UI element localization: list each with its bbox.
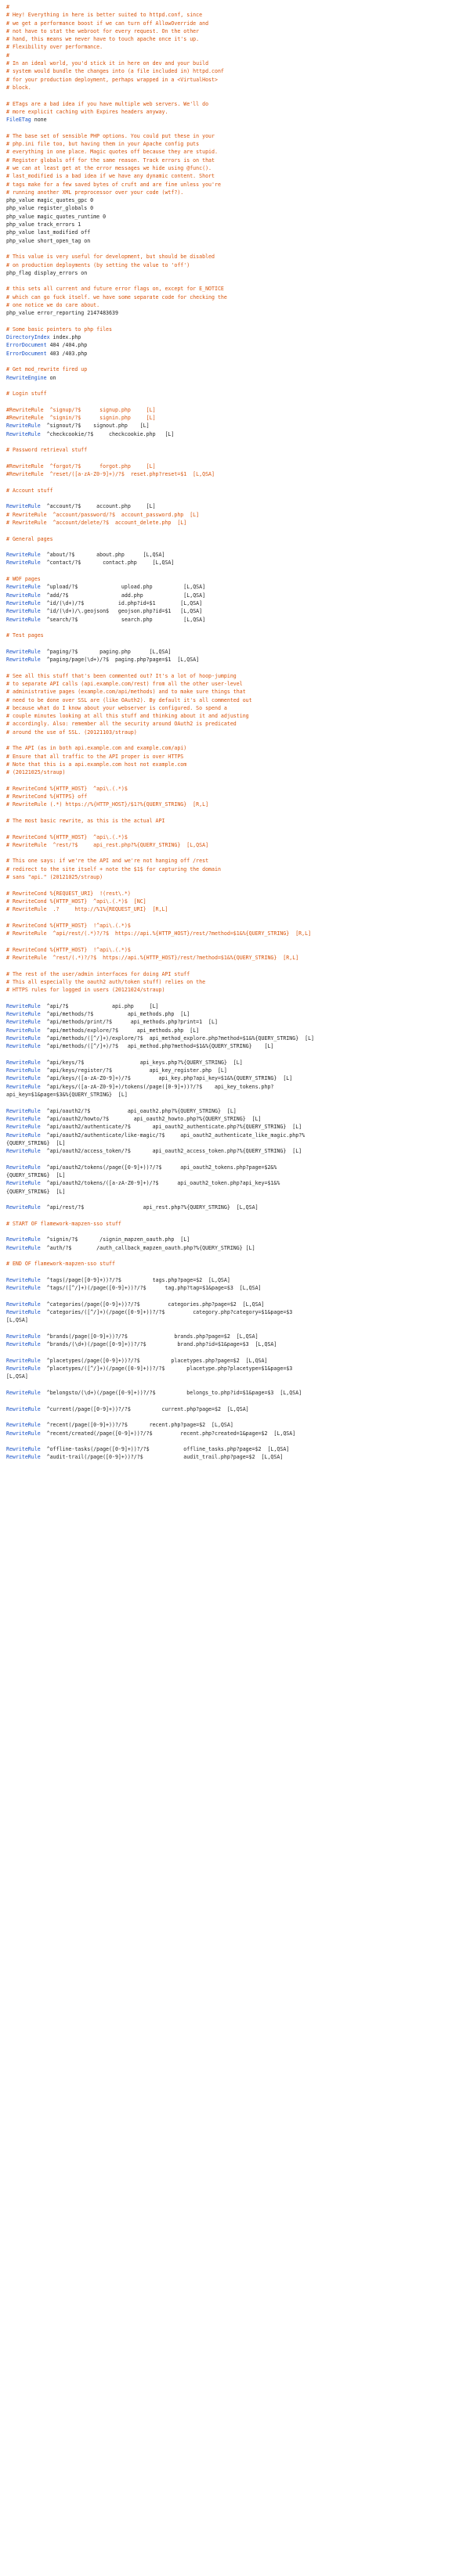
blank-line bbox=[6, 527, 464, 534]
directive-keyword: DirectoryIndex bbox=[6, 334, 50, 341]
blank-line bbox=[6, 567, 464, 575]
directive-keyword: RewriteRule bbox=[6, 503, 41, 510]
comment-line: # one notice we do care about. bbox=[6, 301, 100, 308]
directive-args: ^api/oauth2/?$ api_oauth2.php?%{QUERY_STRING} [L] bbox=[40, 1107, 237, 1114]
directive-keyword: RewriteRule bbox=[6, 1180, 41, 1187]
blank-line bbox=[6, 1099, 464, 1106]
directive-args: ^api/oauth2/access_token/?$ api_oauth2_access_token.php?%{QUERY_STRING} [L] bbox=[40, 1148, 302, 1155]
blank-line bbox=[6, 639, 464, 647]
comment-line: # The rest of the user/admin interfaces for doing API stuff bbox=[6, 970, 190, 977]
comment-line: # Ensure that all traffic to the API proper is over HTTPS bbox=[6, 753, 184, 760]
config-line: php_value track_errors 1 bbox=[6, 221, 81, 228]
directive-keyword: RewriteRule bbox=[6, 430, 41, 437]
directive-line bbox=[6, 1236, 464, 1243]
directive-keyword: RewriteRule bbox=[6, 1285, 41, 1292]
directive-line bbox=[6, 1027, 464, 1034]
wrapped-continuation: {QUERY_STRING} [L] bbox=[6, 1139, 66, 1146]
directive-keyword: RewriteRule bbox=[6, 1083, 41, 1090]
directive-line bbox=[6, 502, 464, 510]
blank-line bbox=[6, 438, 464, 446]
directive-args: ^api/methods/explore/?$ api_methods.php [L] bbox=[40, 1027, 200, 1034]
directive-keyword: RewriteRule bbox=[6, 1301, 41, 1308]
directive-args: ^api/oauth2/howto/?$ api_oauth2_howto.php?%{QUERY_STRING} [L] bbox=[40, 1115, 262, 1122]
directive-line bbox=[6, 1301, 464, 1308]
directive-args: ^api/methods/([^/]+)/explore/?$ api_method_explore.php?method=$1&%{QUERY_STRING} [L] bbox=[40, 1035, 315, 1042]
directive-keyword: RewriteRule bbox=[6, 1131, 41, 1139]
directive-args: ^signin/?$ /signin_mapzen_oauth.php [L] bbox=[40, 1236, 190, 1243]
comment-line: # Register globals off for the same reason. Track errors is on that bbox=[6, 157, 215, 164]
directive-args: ^belongsto/(\d+)(/page([0-9]+))?/?$ belongs_to.php?id=$1&page=$3 [L,QSA] bbox=[40, 1390, 302, 1397]
directive-line bbox=[6, 1365, 464, 1373]
directive-keyword: RewriteRule bbox=[6, 1422, 41, 1429]
comment-line: # HTTPS rules for logged in users (20121024/straup) bbox=[6, 987, 165, 994]
directive-keyword: RewriteRule bbox=[6, 1341, 41, 1348]
directive-args: ^tags(/page([0-9]+))?/?$ tags.php?page=$2 [L,QSA] bbox=[40, 1276, 230, 1283]
blank-line bbox=[6, 849, 464, 857]
directive-args: ^offline-tasks(/page([0-9]+))?/?$ offline_tasks.php?page=$2 [L,QSA] bbox=[40, 1446, 290, 1453]
comment-line: # more explicit caching with Expires headers anyway. bbox=[6, 108, 168, 115]
comment-line: # WOF pages bbox=[6, 576, 41, 583]
directive-keyword: RewriteRule bbox=[6, 1027, 41, 1034]
directive-keyword: RewriteEngine bbox=[6, 374, 47, 381]
directive-keyword: RewriteRule bbox=[6, 1043, 41, 1050]
directive-line bbox=[6, 1405, 464, 1413]
directive-keyword: RewriteRule bbox=[6, 1019, 41, 1026]
directive-args: ^categories/([^/]+)(/page([0-9]+))?/?$ category.php?category=$1&page=$3 bbox=[40, 1309, 293, 1316]
blank-line bbox=[6, 995, 464, 1002]
directive-args: ^api/methods/([^/]+)/?$ api_method.php?method=$1&%{QUERY_STRING} [L] bbox=[40, 1043, 274, 1050]
directive-keyword: RewriteRule bbox=[6, 599, 41, 606]
comment-line: # RewriteCond %{HTTP_HOST} ^api\.(.*)$ bbox=[6, 833, 128, 840]
directive-line bbox=[6, 592, 464, 599]
directive-keyword: RewriteRule bbox=[6, 648, 41, 655]
comment-line: # RewriteRule .? http://%1%{REQUEST_URI} [R,L] bbox=[6, 906, 168, 913]
directive-args: ^account/?$ account.php [L] bbox=[40, 503, 156, 510]
directive-line bbox=[6, 1107, 464, 1115]
comment-line: # Login stuff bbox=[6, 390, 47, 398]
directive-args: ^api/keys/([a-zA-Z0-9]+)/?$ api_key.php?api_key=$1&%{QUERY_STRING} [L] bbox=[40, 1075, 293, 1082]
directive-keyword: RewriteRule bbox=[6, 552, 41, 559]
directive-line bbox=[6, 1340, 464, 1348]
directive-args: ^placetypes/([^/]+)(/page([0-9]+))?/?$ placetype.php?placetype=$1&page=$3 bbox=[40, 1365, 293, 1373]
directive-keyword: RewriteRule bbox=[6, 592, 41, 599]
directive-line bbox=[6, 1010, 464, 1018]
directive-keyword: RewriteRule bbox=[6, 1333, 41, 1340]
directive-line bbox=[6, 1131, 464, 1139]
directive-args: ^add/?$ add.php [L,QSA] bbox=[40, 592, 206, 599]
directive-line bbox=[6, 1002, 464, 1010]
blank-line bbox=[6, 962, 464, 970]
directive-line bbox=[6, 1042, 464, 1050]
directive-line bbox=[6, 350, 464, 358]
config-line: php_flag display_errors on bbox=[6, 269, 88, 276]
directive-line bbox=[6, 1123, 464, 1131]
directive-keyword: RewriteRule bbox=[6, 1164, 41, 1171]
comment-line: # Flexibility over performance. bbox=[6, 44, 103, 51]
directive-args: ^api/oauth2/authenticate/like-magic/?$ api_oauth2_authenticate_like_magic.php?% bbox=[40, 1131, 306, 1139]
directive-args: ^api/?$ api.php [L] bbox=[40, 1002, 159, 1009]
comment-line: # to separate API calls (api.example.com/rest) from all the other user-level bbox=[6, 680, 243, 687]
wrapped-continuation: api_key=$1&page=$3&%{QUERY_STRING} [L] bbox=[6, 1092, 128, 1099]
blank-line bbox=[6, 624, 464, 631]
directive-line bbox=[6, 583, 464, 591]
directive-keyword: RewriteRule bbox=[6, 1035, 41, 1042]
directive-line bbox=[6, 1453, 464, 1461]
comment-line: # RewriteCond %{HTTPS} off bbox=[6, 793, 88, 801]
comment-line: # which can go fuck itself. we have some separate code for checking the bbox=[6, 293, 227, 300]
directive-line bbox=[6, 341, 464, 349]
blank-line bbox=[6, 664, 464, 671]
blank-line bbox=[6, 1051, 464, 1059]
config-line: php_value last_modified off bbox=[6, 229, 91, 236]
directive-args: ^current(/page([0-9]+))?/?$ current.php?page=$2 [L,QSA] bbox=[40, 1405, 249, 1412]
comment-line: # This value is very useful for development, but should be disabled bbox=[6, 254, 215, 261]
directive-keyword: RewriteRule bbox=[6, 1011, 41, 1018]
comment-line: # RewriteRule ^api/rest/(.*)?/?$ https://api.%{HTTP_HOST}/rest/?method=$1&%{QUERY_STRING} [R,L] bbox=[6, 930, 312, 937]
directive-args: ^api/oauth2/tokens(/page([0-9]+))?/?$ api_oauth2_tokens.php?page=$2&% bbox=[40, 1164, 277, 1171]
directive-args: ^id/(\d+)/?$ id.php?id=$1 [L,QSA] bbox=[40, 599, 203, 606]
directive-line bbox=[6, 1445, 464, 1453]
comment-line: # tags make for a few saved bytes of cruft and are fine unless you're bbox=[6, 181, 221, 188]
directive-keyword: RewriteRule bbox=[6, 1204, 41, 1211]
directive-keyword: RewriteRule bbox=[6, 1148, 41, 1155]
directive-args: ^about/?$ about.php [L,QSA] bbox=[40, 552, 165, 559]
comment-line: # This all especially the oauth2 auth/token stuff) relies on the bbox=[6, 978, 206, 985]
directive-args: ^api/methods/print/?$ api_methods.php?print=1 [L] bbox=[40, 1019, 218, 1026]
config-line: php_value short_open_tag on bbox=[6, 237, 91, 244]
comment-line: # we can at least get at the error messages we hide using @func(). bbox=[6, 164, 212, 171]
directive-args: on bbox=[46, 374, 56, 381]
directive-line bbox=[6, 1308, 464, 1316]
directive-keyword: RewriteRule bbox=[6, 1365, 41, 1373]
comment-line: # Password retrieval stuff bbox=[6, 447, 88, 454]
blank-line bbox=[6, 455, 464, 462]
comment-line: # couple minutes looking at all this stuff and thinking about it and adjusting bbox=[6, 713, 249, 720]
directive-keyword: RewriteRule bbox=[6, 1075, 41, 1082]
comment-line: # we get a performance boost if we can turn off AllowOverride and bbox=[6, 20, 209, 27]
directive-line bbox=[6, 430, 464, 438]
directive-line bbox=[6, 1164, 464, 1171]
comment-line: # Get mod_rewrite fired up bbox=[6, 366, 88, 373]
directive-line bbox=[6, 1430, 464, 1437]
directive-args: ^search/?$ search.php [L,QSA] bbox=[40, 616, 206, 623]
directive-keyword: RewriteRule bbox=[6, 1357, 41, 1364]
directive-keyword: RewriteRule bbox=[6, 1244, 41, 1251]
blank-line bbox=[6, 1437, 464, 1445]
directive-keyword: RewriteRule bbox=[6, 1236, 41, 1243]
blank-line bbox=[6, 777, 464, 785]
wrapped-continuation: [L,QSA] bbox=[6, 1373, 28, 1380]
directive-args: ^brands/(\d+)(/page([0-9]+))?/?$ brand.php?id=$1&page=$3 [L,QSA] bbox=[40, 1341, 277, 1348]
comment-line: # not have to stat the webroot for every request. On the other bbox=[6, 27, 200, 34]
blank-line bbox=[6, 124, 464, 131]
comment-line: # The base set of sensible PHP options. You could put these in your bbox=[6, 132, 215, 139]
comment-line: # RewriteRule ^account/password/?$ account_password.php [L] bbox=[6, 511, 200, 518]
directive-args: index.php bbox=[49, 334, 81, 341]
directive-args: ^auth/?$ /auth_callback_mapzen_oauth.php?%{QUERY_STRING} [L] bbox=[40, 1244, 255, 1251]
directive-keyword: RewriteRule bbox=[6, 1430, 41, 1437]
comment-line: # running another XML preprocessor over your code (wtf?). bbox=[6, 189, 184, 196]
directive-args: ^id/(\d+)/\.geojson$ geojson.php?id=$1 [L,QSA] bbox=[40, 608, 203, 615]
blank-line bbox=[6, 92, 464, 99]
comment-line: # START OF flamework-mapzen-sso stuff bbox=[6, 1220, 121, 1227]
comment-line: # accordingly. Also: remember all the security around OAuth2 is predicated bbox=[6, 721, 237, 728]
directive-keyword: RewriteRule bbox=[6, 1405, 41, 1412]
comment-line: # Test pages bbox=[6, 632, 44, 639]
directive-args: ^checkcookie/?$ checkcookie.php [L] bbox=[40, 430, 175, 437]
directive-args: ^contact/?$ contact.php [L,QSA] bbox=[40, 559, 175, 567]
comment-line: # bbox=[6, 52, 9, 59]
comment-line: # administrative pages (example.com/api/methods) and to make sure things that bbox=[6, 689, 246, 696]
blank-line bbox=[6, 318, 464, 326]
directive-args: ^paging/?$ paging.php [L,QSA] bbox=[40, 648, 172, 655]
comment-line: # hand, this means we never have to touch apache once it's up. bbox=[6, 36, 200, 43]
comment-line: # RewriteRule (.*) https://%{HTTP_HOST}/$1?%{QUERY_STRING} [R,L] bbox=[6, 801, 209, 808]
directive-args: ^api/rest/?$ api_rest.php?%{QUERY_STRING} [L,QSA] bbox=[40, 1204, 258, 1211]
blank-line bbox=[6, 245, 464, 253]
directive-args: ^api/methods/?$ api_methods.php [L] bbox=[40, 1011, 190, 1018]
directive-args: ^signout/?$ signout.php [L] bbox=[40, 423, 150, 430]
directive-keyword: RewriteRule bbox=[6, 559, 41, 567]
directive-keyword: RewriteRule bbox=[6, 1115, 41, 1122]
blank-line bbox=[6, 1155, 464, 1163]
directive-args: ^categories(/page([0-9]+))?/?$ categories.php?page=$2 [L,QSA] bbox=[40, 1301, 265, 1308]
config-line: php_value error_reporting 2147483639 bbox=[6, 310, 118, 317]
comment-line: # because what do I know about your webserver is configured. So spend a bbox=[6, 704, 227, 711]
directive-keyword: RewriteRule bbox=[6, 423, 41, 430]
blank-line bbox=[6, 1196, 464, 1203]
comment-line: # See all this stuff that's been commented out? It's a lot of hoop-jumping bbox=[6, 672, 237, 679]
blank-line bbox=[6, 1293, 464, 1301]
directive-line bbox=[6, 333, 464, 341]
comment-line: # php.ini file too, but having them in your Apache config puts bbox=[6, 141, 200, 148]
comment-line: # Account stuff bbox=[6, 487, 53, 494]
directive-line bbox=[6, 1284, 464, 1292]
directive-line bbox=[6, 1203, 464, 1211]
directive-keyword: RewriteRule bbox=[6, 1107, 41, 1114]
directive-keyword: FileETag bbox=[6, 117, 31, 124]
comment-line: #RewriteRule ^forgot/?$ forgot.php [L] bbox=[6, 462, 156, 470]
directive-keyword: RewriteRule bbox=[6, 608, 41, 615]
config-line: php_value magic_quotes_runtime 0 bbox=[6, 213, 107, 220]
directive-keyword: RewriteRule bbox=[6, 1446, 41, 1453]
directive-keyword: RewriteRule bbox=[6, 1309, 41, 1316]
comment-line: # around the use of SSL. (20121103/straup) bbox=[6, 729, 137, 736]
comment-line: # RewriteRule ^account/delete/?$ account_delete.php [L] bbox=[6, 520, 187, 526]
directive-line bbox=[6, 1018, 464, 1026]
blank-line bbox=[6, 382, 464, 390]
comment-line: # this sets all current and future error flags on, except for E_NOTICE bbox=[6, 286, 224, 293]
directive-line bbox=[6, 616, 464, 624]
directive-line bbox=[6, 656, 464, 664]
comment-line: # sans "api." (20121025/straup) bbox=[6, 874, 103, 881]
comment-line: # RewriteRule ^rest/(.*)?/?$ https://api.%{HTTP_HOST}/rest/?method=$1&%{QUERY_STRING} [R,L] bbox=[6, 955, 299, 962]
comment-line: # system would bundle the changes into (a file included in) httpd.conf bbox=[6, 68, 224, 75]
directive-line bbox=[6, 116, 464, 124]
directive-line bbox=[6, 1083, 464, 1091]
comment-line: # In an ideal world, you'd stick it in here on dev and your build bbox=[6, 60, 209, 67]
comment-line: # The API (as in both api.example.com and example.com/api) bbox=[6, 745, 187, 752]
directive-args: ^api/keys/([a-zA-Z0-9]+)/tokens(/page([0-9]+))?/?$ api_key_tokens.php? bbox=[40, 1083, 274, 1090]
comment-line: # RewriteCond %{HTTP_HOST} !^api\.(.*)$ bbox=[6, 922, 131, 929]
directive-line bbox=[6, 1034, 464, 1042]
comment-line: # on production deployments (by setting the value to 'off') bbox=[6, 261, 190, 268]
directive-args: ^tags/([^/]+)(/page([0-9]+))?/?$ tag.php?tag=$1&page=$3 [L,QSA] bbox=[40, 1285, 262, 1292]
directive-args: ^api/keys/?$ api_keys.php?%{QUERY_STRING} [L] bbox=[40, 1059, 243, 1066]
comment-line: #RewriteRule ^signin/?$ signin.php [L] bbox=[6, 415, 156, 422]
directive-keyword: RewriteRule bbox=[6, 616, 41, 623]
directive-args: ^audit-trail(/page([0-9]+))?/?$ audit_trail.php?page=$2 [L,QSA] bbox=[40, 1454, 284, 1461]
directive-args: 403 /403.php bbox=[46, 350, 88, 357]
comment-line: #RewriteRule ^signup/?$ signup.php [L] bbox=[6, 406, 156, 413]
directive-line bbox=[6, 1147, 464, 1155]
directive-line bbox=[6, 1421, 464, 1429]
blank-line bbox=[6, 1228, 464, 1236]
directive-line bbox=[6, 1357, 464, 1365]
directive-keyword: RewriteRule bbox=[6, 1002, 41, 1009]
directive-keyword: RewriteRule bbox=[6, 657, 41, 664]
directive-keyword: RewriteRule bbox=[6, 1454, 41, 1461]
directive-line bbox=[6, 551, 464, 559]
directive-line bbox=[6, 1067, 464, 1074]
comment-line: # This one says: if we're the API and we're not hanging off /rest bbox=[6, 858, 209, 865]
directive-keyword: ErrorDocument bbox=[6, 342, 47, 349]
directive-line bbox=[6, 1389, 464, 1397]
comment-line: # ETags are a bad idea if you have multiple web servers. We'll do bbox=[6, 100, 209, 107]
directive-line bbox=[6, 1074, 464, 1082]
blank-line bbox=[6, 1413, 464, 1421]
blank-line bbox=[6, 736, 464, 744]
directive-keyword: RewriteRule bbox=[6, 1059, 41, 1066]
directive-line bbox=[6, 599, 464, 607]
blank-line bbox=[6, 1325, 464, 1333]
wrapped-continuation: [L,QSA] bbox=[6, 1317, 28, 1324]
directive-args: ^recent/created(/page([0-9]+))?/?$ recent.php?created=1&page=$2 [L,QSA] bbox=[40, 1430, 296, 1437]
comment-line: # RewriteRule ^rest/?$ api_rest.php?%{QUERY_STRING} [L,QSA] bbox=[6, 841, 209, 848]
directive-args: 404 /404.php bbox=[46, 342, 88, 349]
comment-line: # END OF flamework-mapzen-sso stuff bbox=[6, 1261, 115, 1268]
blank-line bbox=[6, 881, 464, 889]
directive-args: none bbox=[31, 117, 47, 124]
blank-line bbox=[6, 809, 464, 817]
blank-line bbox=[6, 495, 464, 502]
wrapped-continuation: {QUERY_STRING} [L] bbox=[6, 1172, 66, 1179]
directive-line bbox=[6, 1115, 464, 1123]
directive-args: ^api/oauth2/authenticate/?$ api_oauth2_authenticate.php?%{QUERY_STRING} [L] bbox=[40, 1124, 302, 1131]
config-line: php_value register_globals 0 bbox=[6, 205, 94, 212]
blank-line bbox=[6, 1349, 464, 1357]
blank-line bbox=[6, 937, 464, 945]
blank-line bbox=[6, 1397, 464, 1405]
comment-line: # bbox=[6, 4, 9, 10]
directive-args: ^recent(/page([0-9]+))?/?$ recent.php?page=$2 [L,QSA] bbox=[40, 1422, 233, 1429]
directive-line bbox=[6, 422, 464, 430]
comment-line: # RewriteCond %{HTTP_HOST} !^api\.(.*)$ bbox=[6, 946, 131, 953]
comment-line: # need to be done over SSL are (like OAuth2). By default it's all commented out bbox=[6, 696, 252, 703]
directive-keyword: RewriteRule bbox=[6, 1276, 41, 1283]
directive-keyword: RewriteRule bbox=[6, 584, 41, 591]
comment-line: # block. bbox=[6, 84, 31, 91]
blank-line bbox=[6, 1252, 464, 1260]
comment-line: # Some basic pointers to php files bbox=[6, 326, 112, 333]
directive-line bbox=[6, 607, 464, 615]
directive-line bbox=[6, 1059, 464, 1067]
comment-line: # RewriteCond %{REQUEST_URI} !(rest\.*) bbox=[6, 890, 131, 897]
wrapped-continuation: {QUERY_STRING} [L] bbox=[6, 1188, 66, 1195]
directive-args: ^api/oauth2/tokens/([a-zA-Z0-9]+)/?$ api_oauth2_token.php?api_key=$1&% bbox=[40, 1180, 280, 1187]
directive-args: ^api/keys/register/?$ api_key_register.php [L] bbox=[40, 1067, 227, 1074]
blank-line bbox=[6, 1381, 464, 1389]
blank-line bbox=[6, 1268, 464, 1276]
blank-line bbox=[6, 1212, 464, 1220]
directive-keyword: RewriteRule bbox=[6, 1067, 41, 1074]
directive-args: ^paging/page(\d+)/?$ paging.php?page=$1 [L,QSA] bbox=[40, 657, 200, 664]
comment-line: # redirect to the site itself + note the $1$ for capturing the domain bbox=[6, 865, 221, 872]
directive-line bbox=[6, 648, 464, 656]
directive-keyword: RewriteRule bbox=[6, 1124, 41, 1131]
directive-line bbox=[6, 1333, 464, 1340]
directive-line bbox=[6, 1276, 464, 1284]
comment-line: # for your production deployment, perhaps wrapped in a <VirtualHost> bbox=[6, 76, 218, 83]
comment-line: # RewriteCond %{HTTP_HOST} ^api\.(.*)$ bbox=[6, 785, 128, 792]
blank-line bbox=[6, 543, 464, 551]
config-line: php_value magic_quotes_gpc 0 bbox=[6, 197, 94, 204]
comment-line: # (20121025/straup) bbox=[6, 769, 66, 776]
blank-line bbox=[6, 825, 464, 833]
blank-line bbox=[6, 479, 464, 487]
blank-line bbox=[6, 914, 464, 922]
blank-line bbox=[6, 358, 464, 365]
comment-line: # RewriteCond %{HTTP_HOST} ^api\.(.*)$ [NC] bbox=[6, 898, 146, 905]
directive-keyword: ErrorDocument bbox=[6, 350, 47, 357]
directive-line bbox=[6, 374, 464, 382]
directive-line bbox=[6, 559, 464, 567]
directive-args: ^brands(/page([0-9]+))?/?$ brands.php?page=$2 [L,QSA] bbox=[40, 1333, 258, 1340]
blank-line bbox=[6, 398, 464, 406]
comment-line: # Note that this is a api.example.com host not example.com bbox=[6, 761, 187, 768]
directive-args: ^placetypes(/page([0-9]+))?/?$ placetypes.php?page=$2 [L,QSA] bbox=[40, 1357, 268, 1364]
comment-line: # Hey! Everything in here is better suited to httpd.conf, since bbox=[6, 12, 203, 19]
directive-line bbox=[6, 1179, 464, 1187]
comment-line: # everything in one place. Magic quotes off because they are stupid. bbox=[6, 149, 218, 156]
directive-line bbox=[6, 1244, 464, 1252]
comment-line: # General pages bbox=[6, 535, 53, 542]
directive-args: ^upload/?$ upload.php [L,QSA] bbox=[40, 584, 206, 591]
comment-line: #RewriteRule ^reset/([a-zA-Z0-9]+)/?$ reset.php?reset=$1 [L,QSA] bbox=[6, 471, 215, 478]
directive-keyword: RewriteRule bbox=[6, 1390, 41, 1397]
comment-line: # last_modified is a bad idea if we have any dynamic content. Short bbox=[6, 173, 215, 180]
comment-line: # The most basic rewrite, as this is the actual API bbox=[6, 817, 165, 824]
blank-line bbox=[6, 277, 464, 285]
